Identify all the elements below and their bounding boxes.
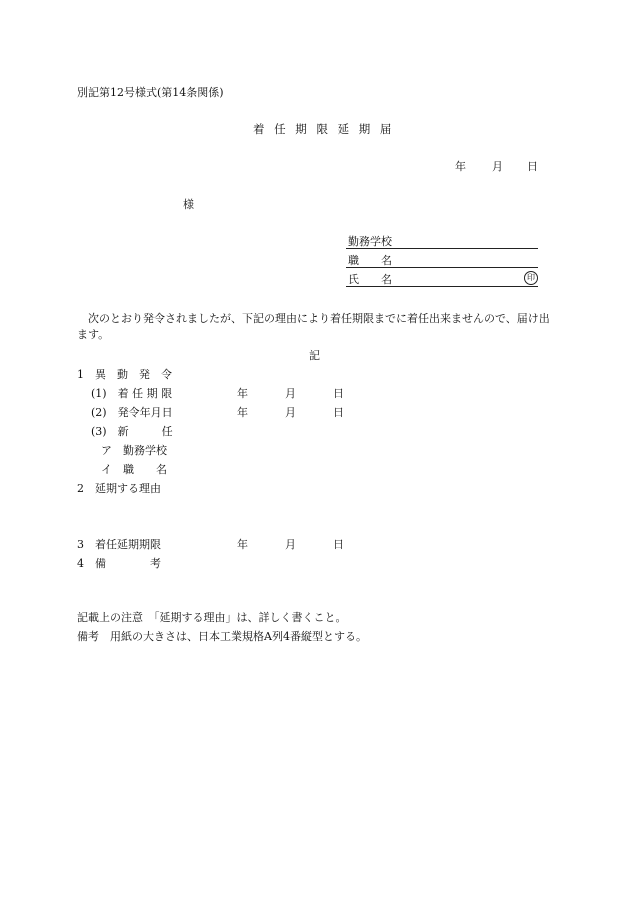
seal-mark: 印 (524, 271, 538, 285)
item-1-2-year: 年 (237, 406, 248, 419)
applicant-name-label: 氏 名 (348, 273, 392, 286)
item-1-1-day: 日 (333, 387, 344, 400)
item-1-1-year: 年 (237, 387, 248, 400)
document-title: 着 任 期 限 延 期 届 (253, 122, 395, 136)
applicant-name-underline (346, 286, 538, 287)
item-1-2-month: 月 (285, 406, 296, 419)
date-year-label: 年 (455, 160, 466, 173)
item-1-3-label: (3) 新 任 (91, 425, 173, 438)
applicant-school-label: 勤務学校 (348, 235, 392, 248)
ki-heading: 記 (309, 349, 320, 362)
item-1-2-label: (2) 発令年月日 (91, 406, 173, 419)
applicant-school-underline (346, 248, 538, 249)
applicant-position-underline (346, 267, 538, 268)
note-writing-instructions: 記載上の注意 「延期する理由」は、詳しく書くこと。 (77, 611, 347, 624)
item-3-year: 年 (237, 538, 248, 551)
item-2-heading: 2 延期する理由 (77, 482, 161, 495)
item-3-month: 月 (285, 538, 296, 551)
form-reference: 別記第12号様式(第14条関係) (77, 86, 224, 99)
item-1-1-label: (1) 着 任 期 限 (91, 387, 173, 400)
item-3-heading: 3 着任延期期限 (77, 538, 161, 551)
date-month-label: 月 (492, 160, 503, 173)
item-1-1-month: 月 (285, 387, 296, 400)
item-3-day: 日 (333, 538, 344, 551)
item-1-3-b-label: イ 職 名 (101, 463, 167, 476)
item-1-3-a-label: ア 勤務学校 (101, 444, 167, 457)
body-paragraph: 次のとおり発令されましたが、下記の理由により着任期限までに着任出来ませんので、届け出ます。 (77, 312, 550, 341)
date-day-label: 日 (527, 160, 538, 173)
note-paper-size: 備考 用紙の大きさは、日本工業規格A列4番縦型とする。 (77, 630, 367, 643)
item-1-2-day: 日 (333, 406, 344, 419)
applicant-position-label: 職 名 (348, 254, 392, 267)
addressee-honorific: 様 (183, 198, 194, 211)
item-4-heading: 4 備 考 (77, 557, 161, 570)
item-1-heading: 1 異 動 発 令 (77, 368, 172, 381)
